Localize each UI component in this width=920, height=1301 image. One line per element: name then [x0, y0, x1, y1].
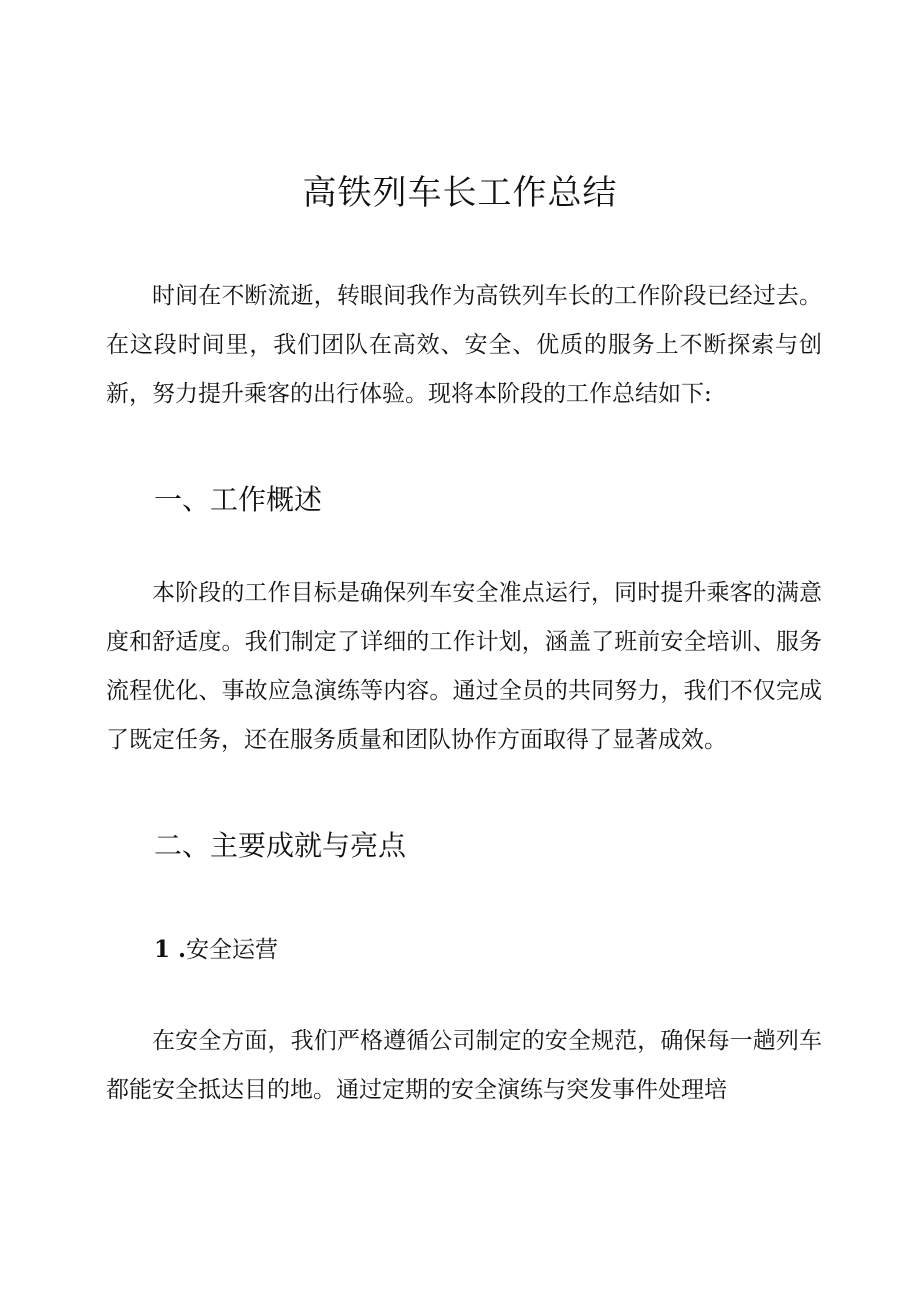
section-heading-achievements: 二、主要成就与亮点 — [154, 829, 407, 862]
section-heading-work-overview: 一、工作概述 — [154, 483, 323, 516]
subheading-safety-operations — [154, 934, 278, 966]
subheading-number: 1 . — [154, 936, 187, 963]
intro-paragraph: 时间在不断流逝，转眼间我作为高铁列车长的工作阶段已经过去。在这段时间里，我们团队在高效、安全、优质的服务上不断探索与创新，努力提升乘客的出行体验。现将本阶段的工作总结如下: — [106, 283, 822, 407]
work-overview-paragraph: 本阶段的工作目标是确保列车安全准点运行，同时提升乘客的满意度和舒适度。我们制定了详细的工作计划，涵盖了班前安全培训、服务流程优化、事故应急演练等内容。通过全员的共同努力，我们不仅完成了既定任务，还在服务质量和团队协作方面取得了显著成效。 — [106, 580, 822, 753]
document-title: 高铁列车长工作总结 — [302, 173, 618, 213]
safety-operations-paragraph: 在安全方面，我们严格遵循公司制定的安全规范，确保每一趟列车都能安全抵达目的地。通过定期的安全演练与突发事件处理培 — [106, 1028, 822, 1103]
subheading-label: 安全运营 — [186, 937, 279, 963]
